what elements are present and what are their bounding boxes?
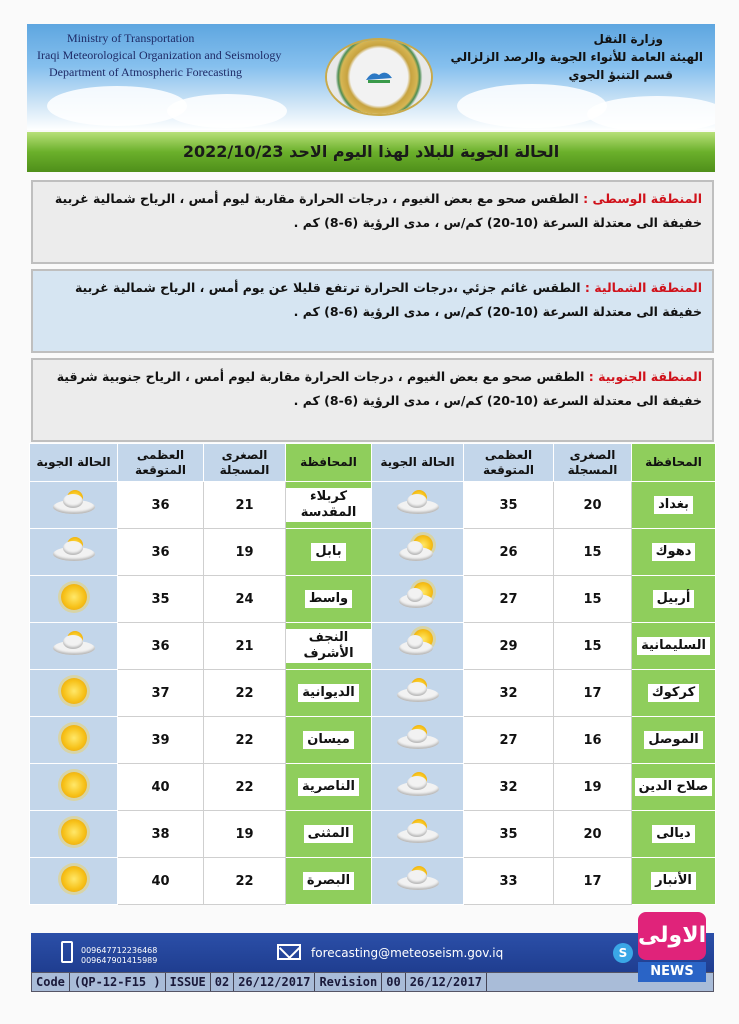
cond-cell	[372, 670, 464, 717]
gov-cell	[632, 576, 716, 623]
header-arabic-text	[451, 30, 703, 84]
governorate-name: ديالى	[652, 825, 694, 843]
code-cell: 26/12/2017	[406, 973, 487, 991]
max-cell: 38	[118, 811, 204, 858]
governorate-name: أربيل	[653, 590, 695, 608]
sun-icon	[51, 817, 97, 847]
code-cell: Code	[32, 973, 70, 991]
region-central	[31, 180, 714, 264]
cond-cell	[30, 482, 118, 529]
table-row	[30, 670, 716, 717]
max-cell: 26	[464, 529, 554, 576]
table-row	[30, 811, 716, 858]
cond-cell	[30, 529, 118, 576]
max-cell: 27	[464, 717, 554, 764]
header-gov: المحافظة	[632, 444, 716, 482]
header-gov: المحافظة	[286, 444, 372, 482]
partly-cloudy-icon	[51, 488, 97, 518]
min-cell: 20	[554, 811, 632, 858]
phone-1: 009647712236468	[81, 946, 158, 955]
min-cell: 15	[554, 576, 632, 623]
region-name: المنطقة الوسطى :	[583, 191, 702, 206]
table-row	[30, 858, 716, 905]
cond-cell	[30, 811, 118, 858]
cond-cell	[30, 623, 118, 670]
max-cell: 35	[118, 576, 204, 623]
governorate-name: ميسان	[303, 731, 354, 749]
region-name: المنطقة الجنوبية :	[588, 369, 702, 384]
max-cell: 40	[118, 858, 204, 905]
document-code-bar	[31, 972, 714, 992]
region-text: الطقس صحو مع بعض الغيوم ، درجات الحرارة مقاربة ليوم أمس ، الرياح شمالية غربية خفيفة الى معتدلة السرعة (10-20) كم/س ، مدى الرؤية (6-8) كم .	[54, 191, 702, 230]
header-min: الصغرى المسجلة	[204, 444, 286, 482]
max-cell: 35	[464, 482, 554, 529]
gov-cell	[632, 717, 716, 764]
sun-icon	[51, 582, 97, 612]
header-min: الصغرى المسجلة	[554, 444, 632, 482]
gov-cell	[632, 529, 716, 576]
organization-logo	[327, 40, 431, 114]
cond-cell	[372, 576, 464, 623]
news-badge	[632, 910, 712, 984]
header-cond: الحالة الجوية	[30, 444, 118, 482]
sun-icon	[51, 676, 97, 706]
page-title: الحالة الجوية للبلاد لهذا اليوم الاحد 2022/10/23	[27, 132, 715, 172]
org-en: Iraqi Meteorological Organization and Seismology	[37, 48, 282, 62]
gov-cell	[286, 623, 372, 670]
skype-icon: S	[613, 943, 633, 963]
gov-cell	[632, 764, 716, 811]
ministry-en: Ministry of Transportation	[67, 31, 195, 45]
min-cell: 15	[554, 529, 632, 576]
min-cell: 20	[554, 482, 632, 529]
min-cell: 22	[204, 858, 286, 905]
code-cell: (QP-12-F15 )	[70, 973, 166, 991]
table-row	[30, 717, 716, 764]
governorate-name: الديوانية	[298, 684, 358, 702]
gov-cell	[286, 482, 372, 529]
max-cell: 36	[118, 482, 204, 529]
code-cell: 26/12/2017	[234, 973, 315, 991]
min-cell: 24	[204, 576, 286, 623]
sun-icon	[51, 864, 97, 894]
min-cell: 21	[204, 482, 286, 529]
min-cell: 19	[204, 529, 286, 576]
table-row	[30, 529, 716, 576]
max-cell: 29	[464, 623, 554, 670]
gov-cell	[286, 576, 372, 623]
gov-cell	[632, 623, 716, 670]
min-cell: 17	[554, 858, 632, 905]
gov-cell	[286, 717, 372, 764]
region-north	[31, 269, 714, 353]
cond-cell	[30, 858, 118, 905]
max-cell: 40	[118, 764, 204, 811]
partly-cloudy-icon	[395, 488, 441, 518]
max-cell: 32	[464, 670, 554, 717]
logo-emblem-icon	[364, 66, 394, 86]
ministry-ar: وزارة النقل	[593, 32, 663, 46]
governorate-name: الأنبار	[651, 872, 696, 890]
table-row	[30, 764, 716, 811]
governorate-name: دهوك	[652, 543, 696, 561]
governorate-name: النجف الأشرف	[286, 629, 371, 663]
header-english-text	[37, 30, 281, 81]
gov-cell	[286, 529, 372, 576]
governorate-name: بغداد	[654, 496, 693, 514]
partly-cloudy-icon	[395, 864, 441, 894]
sun-icon	[51, 723, 97, 753]
cond-cell	[372, 764, 464, 811]
badge-top: الاولى	[638, 912, 706, 960]
table-row	[30, 576, 716, 623]
governorate-name: بابل	[311, 543, 345, 561]
gov-cell	[632, 482, 716, 529]
phone-icon	[61, 941, 73, 963]
sun-icon	[51, 770, 97, 800]
cond-cell	[372, 623, 464, 670]
governorate-name: الموصل	[644, 731, 702, 749]
cond-cell	[372, 529, 464, 576]
phone-2: 009647901415989	[81, 956, 158, 965]
cond-cell	[30, 670, 118, 717]
min-cell: 22	[204, 764, 286, 811]
badge-bottom: NEWS	[638, 962, 706, 982]
code-cell: Revision	[315, 973, 382, 991]
gov-cell	[286, 811, 372, 858]
max-cell: 35	[464, 811, 554, 858]
org-ar: الهيئة العامة للأنواء الجوية والرصد الزلزالي	[450, 50, 703, 64]
max-cell: 33	[464, 858, 554, 905]
cond-cell	[30, 576, 118, 623]
gov-cell	[632, 811, 716, 858]
min-cell: 16	[554, 717, 632, 764]
governorate-name: الناصرية	[298, 778, 359, 796]
min-cell: 22	[204, 717, 286, 764]
governorate-name: البصرة	[303, 872, 354, 890]
partly-cloudy-icon	[395, 770, 441, 800]
sun-cloud-icon	[395, 535, 441, 565]
max-cell: 36	[118, 623, 204, 670]
min-cell: 17	[554, 670, 632, 717]
gov-cell	[632, 670, 716, 717]
governorate-name: كربلاء المقدسة	[286, 488, 371, 522]
governorate-name: المثنى	[304, 825, 354, 843]
min-cell: 15	[554, 623, 632, 670]
sun-cloud-icon	[395, 582, 441, 612]
footer-contact	[31, 933, 714, 973]
header-banner	[27, 24, 715, 130]
dept-en: Department of Atmospheric Forecasting	[49, 65, 242, 79]
gov-cell	[286, 764, 372, 811]
partly-cloudy-icon	[51, 535, 97, 565]
sun-cloud-icon	[395, 629, 441, 659]
email-address[interactable]: forecasting@meteoseism.gov.iq	[311, 946, 504, 960]
header-max: العظمى المتوقعة	[118, 444, 204, 482]
header-cond: الحالة الجوية	[372, 444, 464, 482]
phone-numbers	[81, 946, 157, 966]
partly-cloudy-icon	[395, 817, 441, 847]
gov-cell	[286, 858, 372, 905]
forecast-table	[29, 443, 716, 905]
governorate-name: صلاح الدين	[635, 778, 713, 796]
min-cell: 19	[554, 764, 632, 811]
cond-cell	[372, 482, 464, 529]
governorate-name: واسط	[305, 590, 352, 608]
max-cell: 37	[118, 670, 204, 717]
dept-ar: قسم التنبؤ الجوي	[568, 68, 673, 82]
partly-cloudy-icon	[395, 723, 441, 753]
max-cell: 39	[118, 717, 204, 764]
partly-cloudy-icon	[51, 629, 97, 659]
code-cell: 00	[382, 973, 405, 991]
table-row	[30, 623, 716, 670]
min-cell: 21	[204, 623, 286, 670]
table-row	[30, 482, 716, 529]
governorate-name: كركوك	[648, 684, 699, 702]
region-south	[31, 358, 714, 442]
code-cell: 02	[211, 973, 234, 991]
gov-cell	[632, 858, 716, 905]
cond-cell	[30, 717, 118, 764]
region-name: المنطقة الشمالية :	[584, 280, 702, 295]
gov-cell	[286, 670, 372, 717]
max-cell: 27	[464, 576, 554, 623]
governorate-name: السليمانية	[637, 637, 710, 655]
region-text: الطقس صحو مع بعض الغيوم ، درجات الحرارة مقاربة ليوم أمس ، الرياح جنوبية شرقية خفيفة الى معتدلة السرعة (10-20) كم/س ، مدى الرؤية (6-8) كم .	[56, 369, 702, 408]
table-header-row	[30, 444, 716, 482]
max-cell: 36	[118, 529, 204, 576]
mail-icon	[277, 944, 301, 960]
code-cell: ISSUE	[166, 973, 211, 991]
cond-cell	[372, 858, 464, 905]
region-text: الطقس غائم جزئي ،درجات الحرارة ترتفع قليلا عن يوم أمس ، الرياح شمالية غربية خفيفة الى معتدلة السرعة (10-20) كم/س ، مدى الرؤية (6-8) كم .	[74, 280, 702, 319]
partly-cloudy-icon	[395, 676, 441, 706]
cond-cell	[372, 811, 464, 858]
cond-cell	[372, 717, 464, 764]
min-cell: 19	[204, 811, 286, 858]
header-max: العظمى المتوقعة	[464, 444, 554, 482]
cond-cell	[30, 764, 118, 811]
max-cell: 32	[464, 764, 554, 811]
min-cell: 22	[204, 670, 286, 717]
